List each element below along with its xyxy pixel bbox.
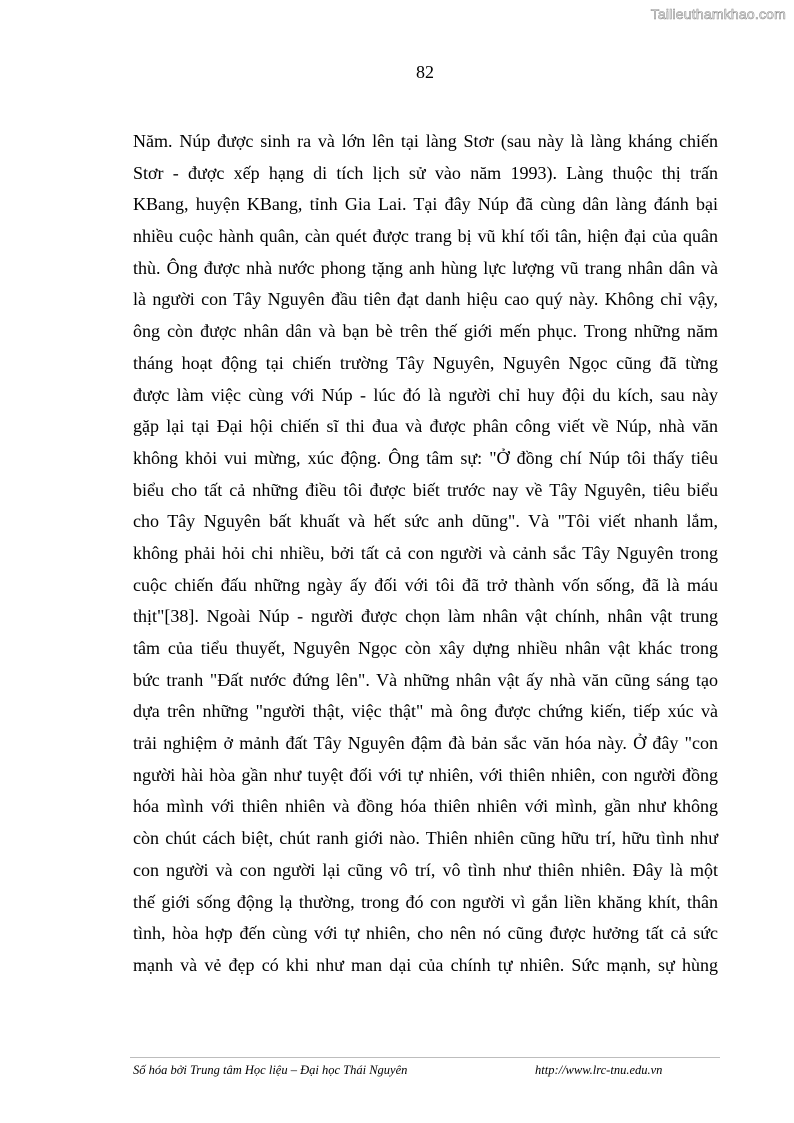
text-line: biểu cho tất cả những điều tôi được biết trước nay về Tây Nguyên, tiêu biểu [133, 479, 718, 500]
text-line: gặp lại tại Đại hội chiến sĩ thi đua và được phân công viết về Núp, nhà văn [133, 416, 718, 437]
text-line: ông còn được nhân dân và bạn bè trên thế giới mến phục. Trong những năm [133, 321, 718, 342]
text-line: con người và con người lại cũng vô trí, vô tình như thiên nhiên. Đây là một [133, 859, 718, 880]
text-line: cho Tây Nguyên bất khuất và hết sức anh dũng". Và "Tôi viết nhanh lắm, [133, 511, 718, 532]
text-line: thế giới sống động lạ thường, trong đó con người vì gắn liền khăng khít, thân [133, 891, 718, 912]
text-line: trải nghiệm ở mảnh đất Tây Nguyên đậm đà bản sắc văn hóa này. Ở đây "con [133, 733, 718, 754]
text-line: không phải hỏi chi nhiều, bởi tất cả con người và cảnh sắc Tây Nguyên trong [133, 542, 718, 563]
text-line: không khỏi vui mừng, xúc động. Ông tâm sự: "Ở đồng chí Núp tôi thấy tiêu [133, 447, 718, 468]
text-line: thù. Ông được nhà nước phong tặng anh hùng lực lượng vũ trang nhân dân và [133, 257, 718, 278]
watermark-logo: Tailieuthamkhao.com [650, 6, 786, 22]
text-line: còn chút cách biệt, chút ranh giới nào. Thiên nhiên cũng hữu trí, hữu tình như [133, 828, 718, 849]
text-line: nhiều cuộc hành quân, càn quét được trang bị vũ khí tối tân, hiện đại của quân [133, 226, 718, 247]
text-line: Năm. Núp được sinh ra và lớn lên tại làng Stơr (sau này là làng kháng chiến [133, 131, 718, 151]
footer-divider [130, 1057, 720, 1058]
text-line: tháng hoạt động tại chiến trường Tây Nguyên, Nguyên Ngọc cũng đã từng [133, 352, 718, 373]
text-line: bức tranh "Đất nước đứng lên". Và những nhân vật ấy nhà văn cũng sáng tạo [133, 669, 718, 690]
text-line: thịt"[38]. Ngoài Núp - người được chọn làm nhân vật chính, nhân vật trung [133, 606, 718, 627]
text-line: cuộc chiến đấu những ngày ấy đối với tôi đã trở thành vốn sống, đã là máu [133, 574, 718, 595]
text-line: tâm của tiểu thuyết, Nguyên Ngọc còn xây dựng nhiều nhân vật khác trong [133, 638, 718, 658]
text-line: là người con Tây Nguyên đầu tiên đạt danh hiệu cao quý này. Không chỉ vậy, [133, 289, 718, 310]
body-paragraph [133, 126, 718, 982]
footer-credit: Số hóa bởi Trung tâm Học liệu – Đại học Thái Nguyên [133, 1063, 408, 1077]
text-line: hóa mình với thiên nhiên và đồng hóa thiên nhiên với mình, gần như không [133, 796, 718, 817]
text-line: dựa trên những "người thật, việc thật" mà ông được chứng kiến, tiếp xúc và [133, 701, 718, 722]
text-line: tình, hòa hợp đến cùng với tự nhiên, cho nên nó cũng được hưởng tất cả sức [133, 923, 718, 944]
text-line: được làm việc cùng với Núp - lúc đó là người chỉ huy đội du kích, sau này [133, 384, 718, 405]
text-line: người hài hòa gần như tuyệt đối với tự nhiên, với thiên nhiên, con người đồng [133, 764, 718, 785]
text-line: Stơr - được xếp hạng di tích lịch sử vào năm 1993). Làng thuộc thị trấn [133, 162, 718, 183]
text-line: mạnh và vẻ đẹp có khi như man dại của chính tự nhiên. Sức mạnh, sự hùng [133, 954, 718, 975]
page-number: 82 [416, 62, 434, 82]
text-line: KBang, huyện KBang, tỉnh Gia Lai. Tại đây Núp đã cùng dân làng đánh bại [133, 194, 718, 215]
footer-url: http://www.lrc-tnu.edu.vn [535, 1063, 663, 1077]
